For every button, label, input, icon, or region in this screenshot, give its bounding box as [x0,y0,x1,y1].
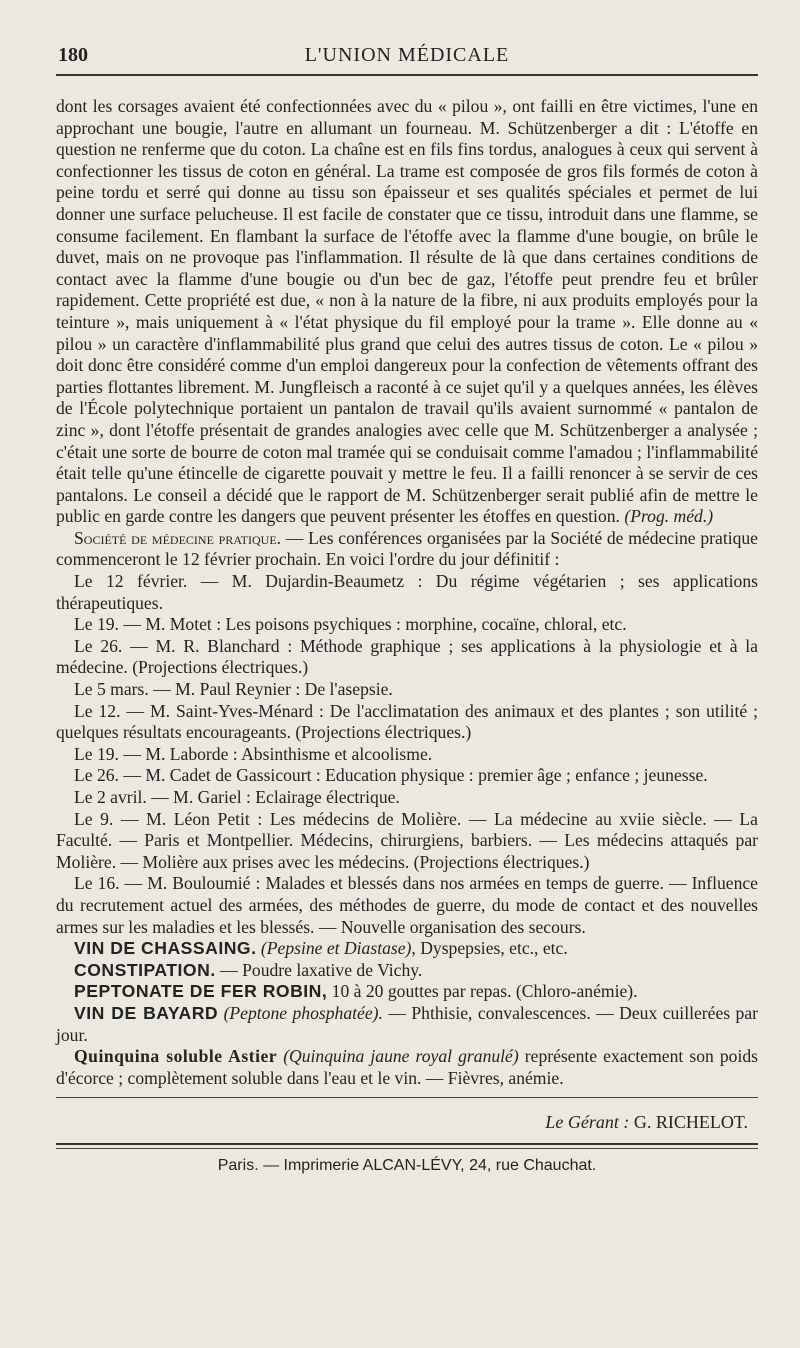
ad-name: PEPTONATE DE FER ROBIN, [74,981,328,1002]
running-head: L'UNION MÉDICALE [304,44,510,66]
ad-name: CONSTIPATION. [74,959,216,980]
footer-rule [56,1143,758,1145]
advertisement [56,938,758,960]
ad-italic: (Quinquina jaune royal granulé) [283,1046,519,1067]
advertisement [56,960,758,982]
signature-name: G. RICHELOT. [633,1112,748,1133]
paragraph-text: dont les corsages avaient été confectionnées avec du « pilou », ont failli en être victimes, l'une en approchant une bougie, l'autre en allumant un fourneau. M. Schützenberger a dit : L'étoffe en question ne renferme que du coton. La chaîne est en fils fins tordus, analogues à ceux qui servent à confectionner les tissus de coton en général. La trame est composée de gros fils formés de coton à peine tordu et serré qui donne au tissu son épaisseur et ses qualités spéciales et permet de lui donner une surface pelucheuse. Il est facile de constater que ce tissu, introduit dans une flamme, se consume facilement. En flambant la surface de l'étoffe avec la flamme d'une bougie, on brûle le duvet, mais on ne provoque pas l'inflammation. Il résulte de là que dans certaines conditions de contact avec la flamme d'une bougie ou d'un bec de gaz, l'étoffe peut prendre feu et brûler rapidement. Cette propriété est due, « non à la nature de la fibre, ni aux produits employés pour la teinture », mais uniquement à « l'état physique du fil employé pour la trame ». Elle donne au « pilou » un caractère d'inflammabilité plus grand que celui des autres tissus de coton. Le « pilou » doit donc être considéré comme d'un emploi dangereux pour la confection de vêtements offrant des parties flottantes librement. M. Jungfleisch a raconté à ce sujet qu'il y a quelques années, les élèves de l'École polytechnique portaient un pantalon de travail qu'ils avaient surnommé « pantalon de zinc », dont l'étoffe présentait de grandes analogies avec celle que M. Schützenberger a analysée ; c'était une sorte de bourre de coton mal tramée qui se conduisait comme l'amadou ; l'inflammabilité était telle qu'une étincelle de cigarette pouvait y mettre le feu. Il a failli renoncer à se servir de ces pantalons. Le conseil a décidé que le rapport de M. Schützenberger serait publié afin de mettre le public en garde contre les dangers que peuvent présenter les étoffes en question. [56,96,758,527]
society-heading: Société de médecine pratique. [74,527,282,548]
schedule-item: Le 16. — M. Bouloumié : Malades et blessés dans nos armées en temps de guerre. — Influence du recrutement actuel des armées, des méthodes de guerre, du mode de contact et des nouvelles armes sur les maladies et les blessés. — Nouvelle organisation des secours. [56,873,758,937]
page-header [56,44,758,74]
schedule-item: Le 19. — M. Laborde : Absinthisme et alcoolisme. [74,743,433,764]
schedule-item: Le 5 mars. — M. Paul Reynier : De l'asepsie. [74,679,393,700]
schedule-item: Le 9. — M. Léon Petit : Les médecins de Molière. — La médecine au xviie siècle. — La Faculté. — Paris et Montpellier. Médecins, chirurgiens, barbiers. — Les médecins attaqués par Molière. — Molière aux prises avec les médecins. (Projections électriques.) [56,808,758,872]
article-body [56,96,758,1089]
printer-imprint: Paris. — Imprimerie ALCAN-LÉVY, 24, rue Chauchat. [217,1157,597,1175]
ad-text: 10 à 20 gouttes par repas. (Chloro-anémie). [327,981,638,1002]
header-rule [56,74,758,76]
footer-rules [56,1143,758,1149]
society-intro: — Les conférences organisées par la Société de médecine pratique commenceront le 12 février prochain. En voici l'ordre du jour définitif : [56,527,758,570]
ad-text: représente exactement son poids d'écorce ; complètement soluble dans l'eau et le vin. — Fièvres, anémie. [56,1046,758,1088]
ad-name: VIN DE BAYARD [74,1002,219,1023]
ad-name: Quinquina soluble Astier [74,1046,278,1067]
ad-name: VIN DE CHASSAING. [74,938,257,959]
ad-italic: (Peptone phosphatée). [223,1002,383,1023]
signature-rule [56,1097,758,1098]
ad-text: — Phthisie, convalescences. — Deux cuillerées par jour. [56,1002,758,1045]
article-paragraph [56,96,758,528]
footer-rule [56,1148,758,1149]
advertisement [56,1003,758,1046]
ad-text: Dyspepsies, etc., etc. [415,938,568,959]
page-number: 180 [58,44,88,66]
schedule-item: Le 19. — M. Motet : Les poisons psychiques : morphine, cocaïne, chloral, etc. [74,614,627,635]
society-paragraph [56,528,758,571]
signature [56,1112,758,1133]
signature-label: Le Gérant : [545,1112,630,1133]
ad-text: — Poudre laxative de Vichy. [215,959,423,980]
schedule-item: Le 12. — M. Saint-Yves-Ménard : De l'acclimatation des animaux et des plantes ; son utilité ; quelques résultats encourageants. (Projections électriques.) [56,700,758,743]
advertisement [56,1046,758,1089]
schedule-item: Le 26. — M. R. Blanchard : Méthode graphique ; ses applications à la physiologie et à la médecine. (Projections électriques.) [56,635,758,678]
schedule-item: Le 26. — M. Cadet de Gassicourt : Education physique : premier âge ; enfance ; jeunesse. [74,765,708,786]
source-reference: (Prog. méd.) [624,506,714,527]
schedule-item: Le 2 avril. — M. Gariel : Eclairage électrique. [74,787,400,807]
ad-italic: (Pepsine et Diastase), [260,938,416,959]
schedule-item: Le 12 février. — M. Dujardin-Beaumetz : Du régime végétarien ; ses applications thérapeutiques. [56,571,758,613]
advertisement [56,981,758,1003]
